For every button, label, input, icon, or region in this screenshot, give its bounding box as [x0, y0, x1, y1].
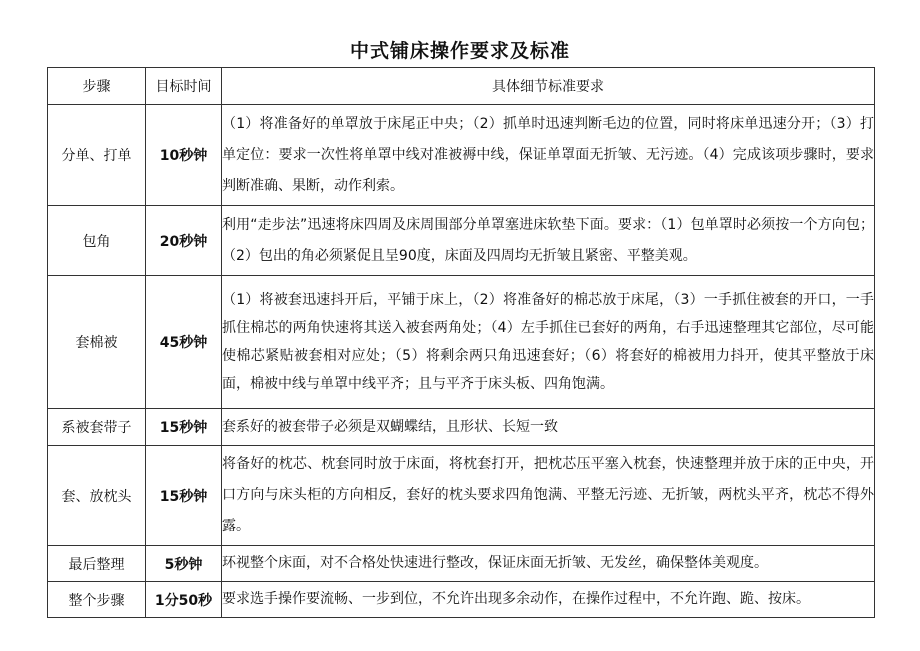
detail-cell: 套系好的被套带子必须是双蝴蝶结，且形状、长短一致 — [222, 409, 875, 446]
table-header-row — [48, 68, 875, 105]
time-cell: 15秒钟 — [146, 446, 222, 546]
document-title: 中式铺床操作要求及标准 — [349, 40, 570, 62]
detail-cell: 将备好的枕芯、枕套同时放于床面，将枕套打开，把枕芯压平塞入枕套，快速整理并放于床的正中央，开口方向与床头柜的方向相反，套好的枕头要求四角饱满、平整无污迹、无折皱，两枕头平齐，枕芯不得外露。 — [222, 446, 875, 546]
detail-cell: 要求选手操作要流畅、一步到位，不允许出现多余动作，在操作过程中，不允许跑、跪、按床。 — [222, 582, 875, 618]
step-cell: 套棉被 — [48, 276, 146, 409]
table-row — [48, 206, 875, 276]
detail-cell: （1）将被套迅速抖开后，平铺于床上，（2）将准备好的棉芯放于床尾，（3）一手抓住被套的开口，一手抓住棉芯的两角快速将其送入被套两角处；（4）左手抓住已套好的两角，右手迅速整理其它部位，尽可能使棉芯紧贴被套相对应处；（5）将剩余两只角迅速套好；（6）将套好的棉被用力抖开，使其平整放于床面，棉被中线与单罩中线平齐；且与平齐于床头板、四角饱满。 — [222, 276, 875, 409]
time-cell: 10秒钟 — [146, 105, 222, 206]
time-cell: 15秒钟 — [146, 409, 222, 446]
step-cell: 系被套带子 — [48, 409, 146, 446]
table-row — [48, 446, 875, 546]
step-cell: 分单、打单 — [48, 105, 146, 206]
time-cell: 5秒钟 — [146, 546, 222, 582]
time-cell: 20秒钟 — [146, 206, 222, 276]
step-cell: 包角 — [48, 206, 146, 276]
table-row — [48, 276, 875, 409]
header-step: 步骤 — [48, 68, 146, 105]
table-row — [48, 105, 875, 206]
step-cell: 整个步骤 — [48, 582, 146, 618]
header-target-time: 目标时间 — [146, 68, 222, 105]
detail-cell: 环视整个床面，对不合格处快速进行整改，保证床面无折皱、无发丝，确保整体美观度。 — [222, 546, 875, 582]
detail-cell: （1）将准备好的单罩放于床尾正中央；（2）抓单时迅速判断毛边的位置，同时将床单迅速分开；（3）打单定位：要求一次性将单罩中线对准被褥中线，保证单罩面无折皱、无污迹。（4）完成该项步骤时，要求判断准确、果断，动作利索。 — [222, 105, 875, 206]
standards-table — [47, 67, 875, 618]
step-cell: 套、放枕头 — [48, 446, 146, 546]
time-cell: 1分50秒 — [146, 582, 222, 618]
detail-cell: 利用“走步法”迅速将床四周及床周围部分单罩塞进床软垫下面。要求：（1）包单罩时必须按一个方向包；（2）包出的角必须紧促且呈90度，床面及四周均无折皱且紧密、平整美观。 — [222, 206, 875, 276]
table-row — [48, 409, 875, 446]
step-cell: 最后整理 — [48, 546, 146, 582]
table-row — [48, 546, 875, 582]
header-detail-requirements: 具体细节标准要求 — [222, 68, 875, 105]
table-row — [48, 582, 875, 618]
time-cell: 45秒钟 — [146, 276, 222, 409]
